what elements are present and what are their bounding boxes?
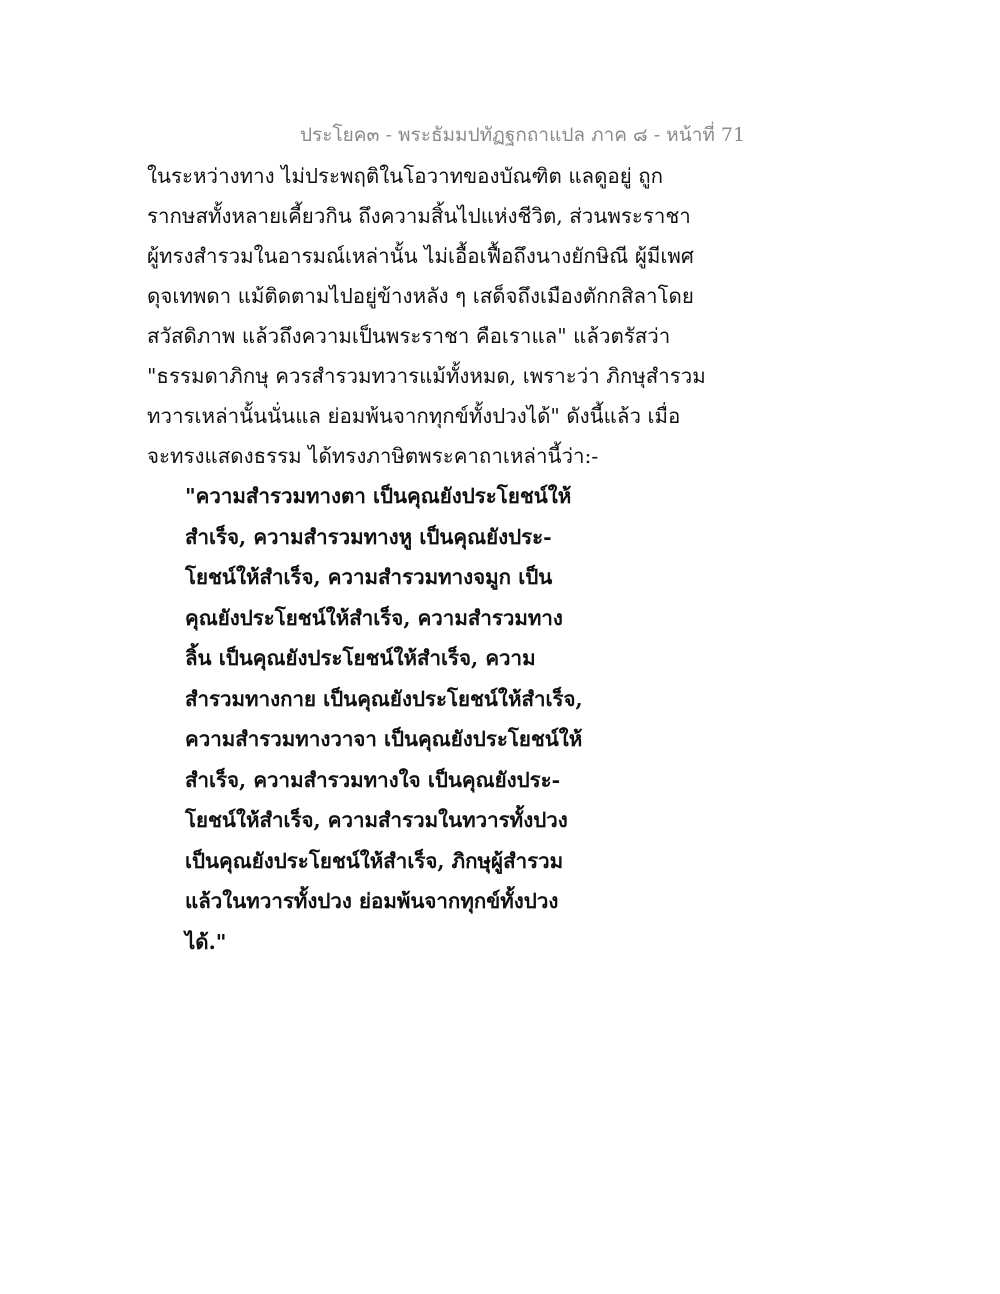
- body-paragraph: [147, 156, 707, 476]
- verse-line: สำเร็จ, ความสำรวมทางใจ เป็นคุณยังประ-: [185, 767, 561, 792]
- body-line: ผู้ทรงสำรวมในอารมณ์เหล่านั้น ไม่เอื้อเฟื้อถึงนางยักษิณี ผู้มีเพศ: [147, 244, 694, 268]
- verse-line: โยชน์ให้สำเร็จ, ความสำรวมในทวารทั้งปวง: [185, 808, 568, 832]
- verse-line: สำรวมทางกาย เป็นคุณยังประโยชน์ให้สำเร็จ,: [185, 686, 583, 711]
- verse-line: ได้.": [185, 929, 227, 954]
- body-line: สวัสดิภาพ แล้วถึงความเป็นพระราชา คือเราแล" แล้วตรัสว่า: [147, 324, 671, 348]
- body-line: ในระหว่างทาง ไม่ประพฤติในโอวาทของบัณฑิต แลดูอยู่ ถูก: [147, 164, 664, 188]
- body-line: รากษสทั้งหลายเคี้ยวกิน ถึงความสิ้นไปแห่งชีวิต, ส่วนพระราชา: [147, 204, 691, 228]
- body-line: "ธรรมดาภิกษุ ควรสำรวมทวารแม้ทั้งหมด, เพราะว่า ภิกษุสำรวม: [147, 364, 706, 388]
- verse-line: ความสำรวมทางวาจา เป็นคุณยังประโยชน์ให้: [185, 727, 583, 751]
- verse-line: สำเร็จ, ความสำรวมทางหู เป็นคุณยังประ-: [185, 524, 552, 549]
- body-line: จะทรงแสดงธรรม ได้ทรงภาษิตพระคาถาเหล่านี้ว่า:-: [147, 444, 599, 468]
- verse-block: [185, 476, 585, 962]
- verse-line: โยชน์ให้สำเร็จ, ความสำรวมทางจมูก เป็น: [185, 565, 553, 589]
- page-header: ประโยค๓ - พระธัมมปทัฏฐกถาแปล ภาค ๘ - หน้าที่ 71: [300, 124, 746, 146]
- verse-line: ลิ้น เป็นคุณยังประโยชน์ให้สำเร็จ, ความ: [185, 646, 536, 670]
- body-line: ทวารเหล่านั้นนั่นแล ย่อมพ้นจากทุกข์ทั้งปวงได้" ดังนี้แล้ว เมื่อ: [147, 404, 681, 428]
- verse-line: แล้วในทวารทั้งปวง ย่อมพ้นจากทุกข์ทั้งปวง: [185, 889, 559, 913]
- verse-line: "ความสำรวมทางตา เป็นคุณยังประโยชน์ให้: [185, 484, 572, 508]
- verse-line: เป็นคุณยังประโยชน์ให้สำเร็จ, ภิกษุผู้สำรวม: [185, 848, 564, 873]
- verse-line: คุณยังประโยชน์ให้สำเร็จ, ความสำรวมทาง: [185, 605, 563, 630]
- body-line: ดุจเทพดา แม้ติดตามไปอยู่ข้างหลัง ๆ เสด็จถึงเมืองตักกสิลาโดย: [147, 284, 694, 308]
